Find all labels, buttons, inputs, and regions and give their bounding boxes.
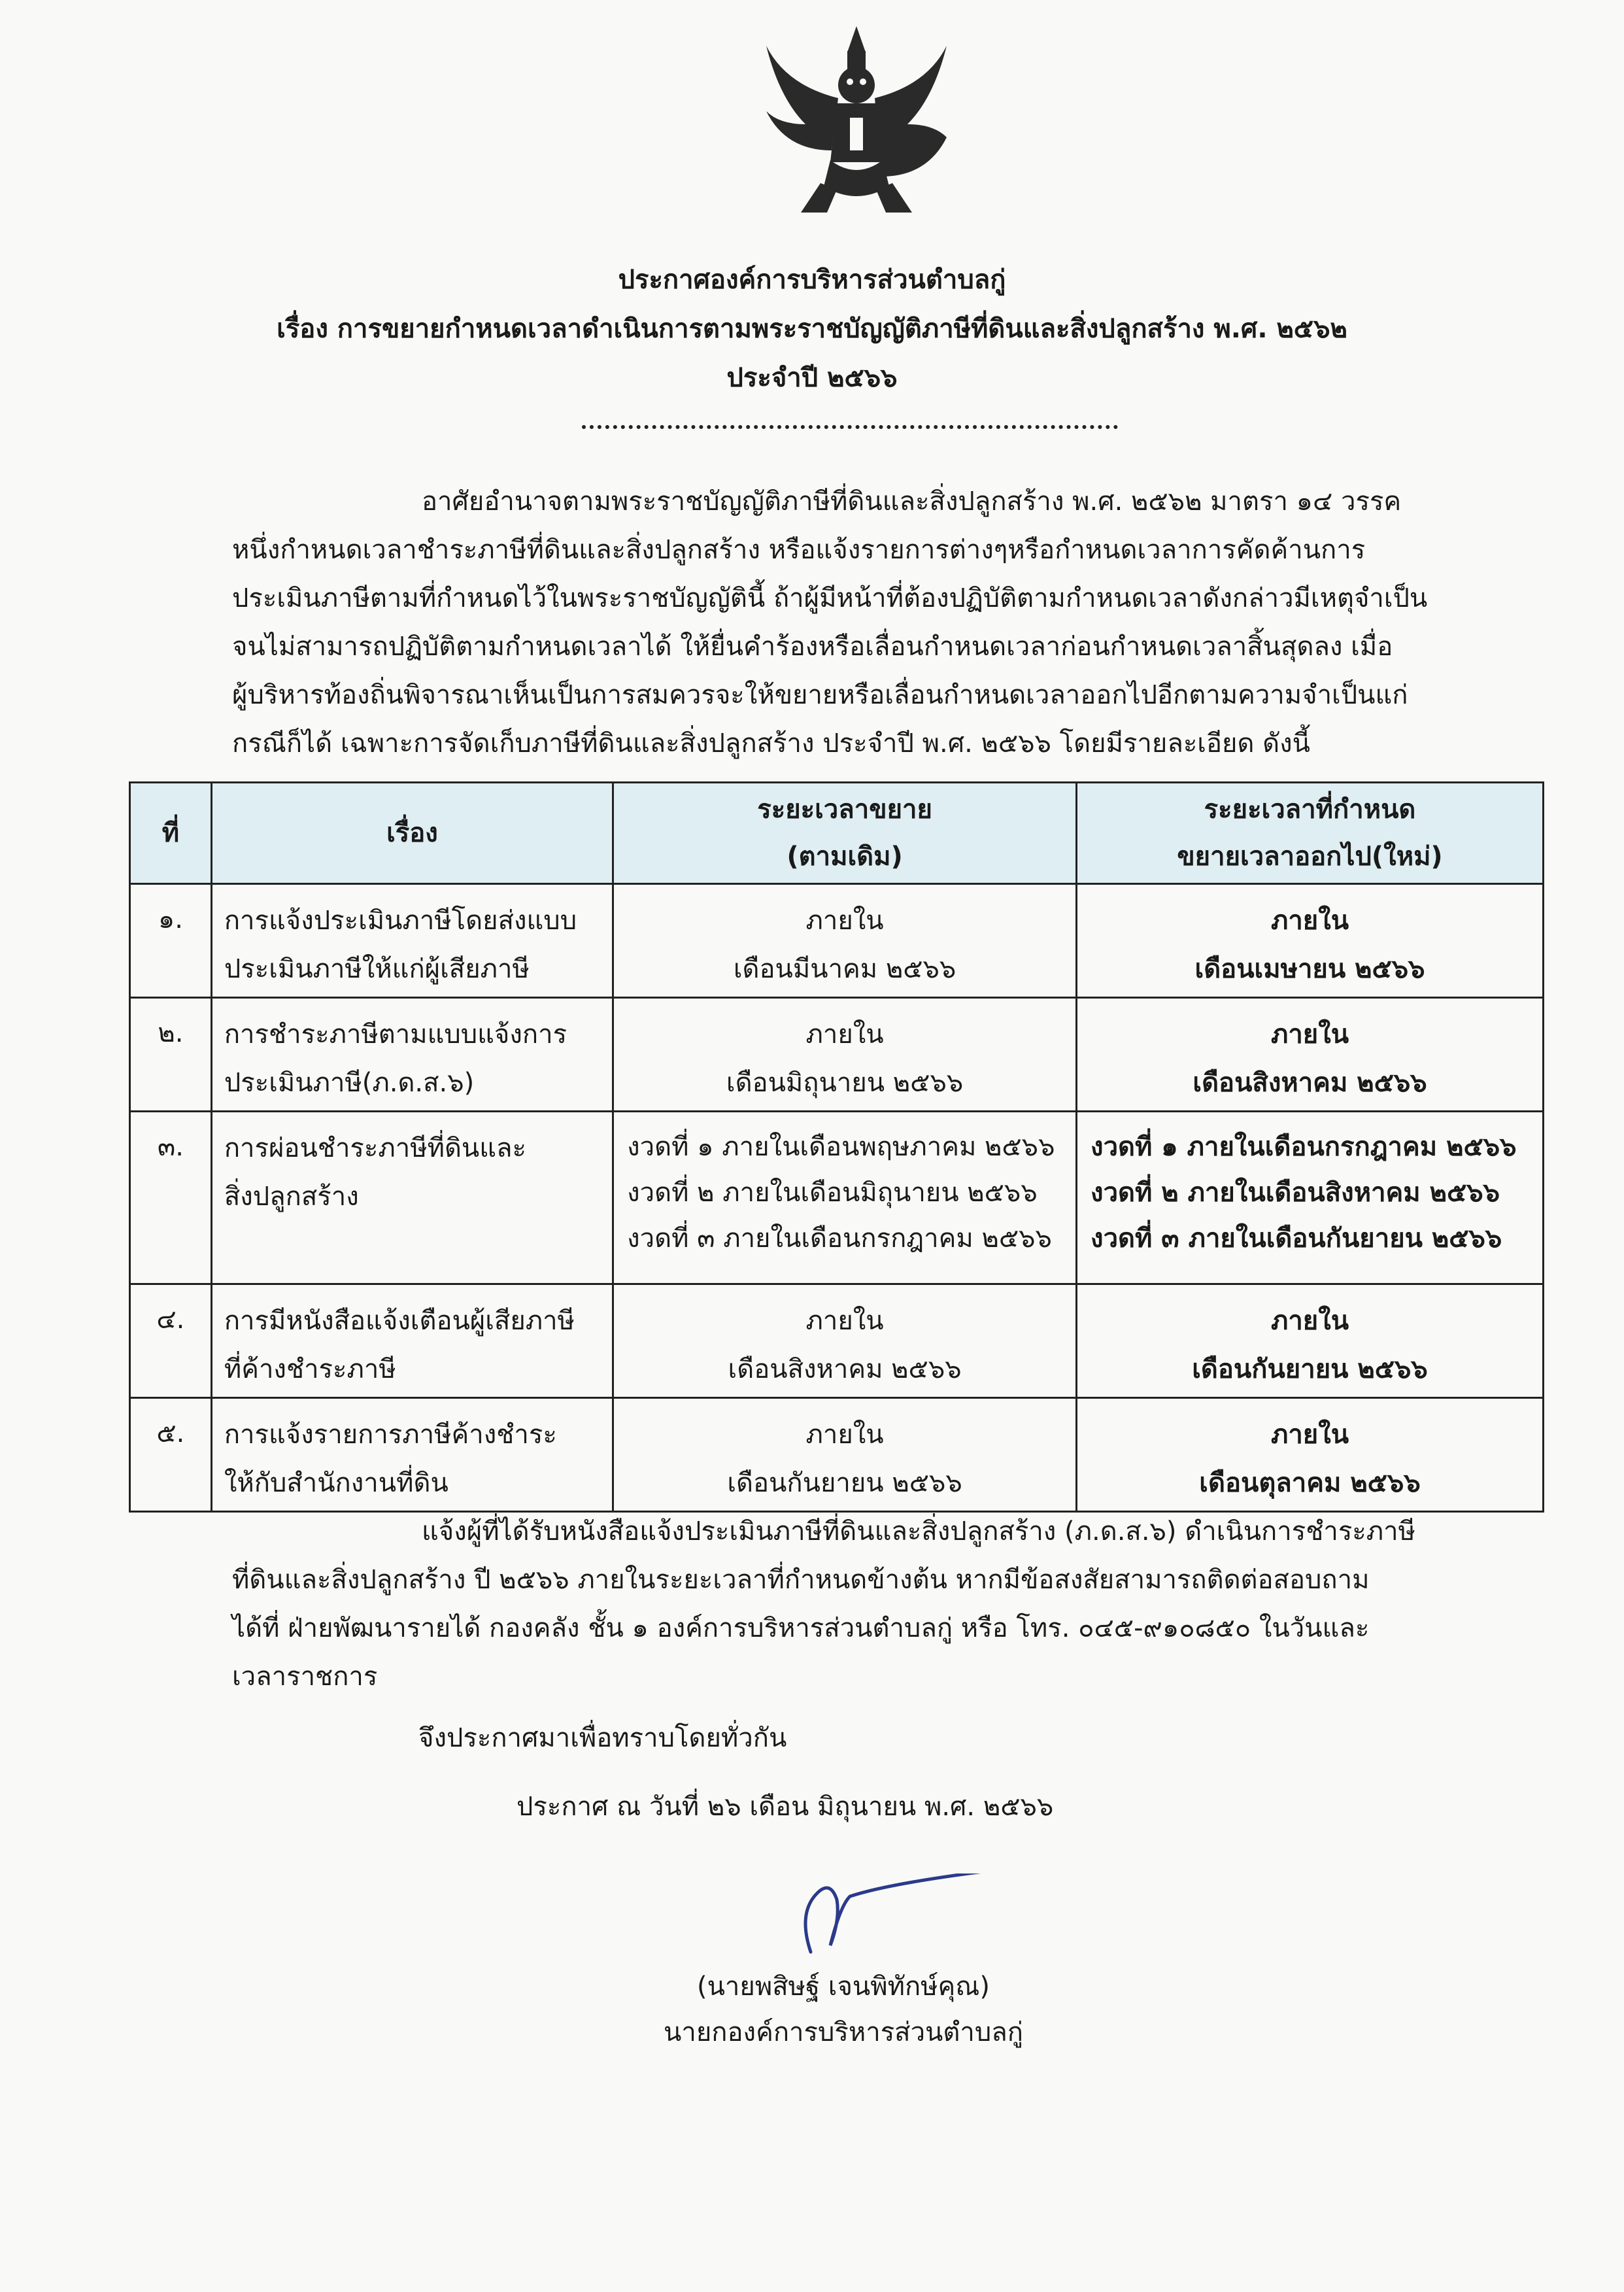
period-line: ภายใน [805,906,884,936]
table-row [130,1398,1544,1512]
row-topic-line: ประเมินภาษี(ภ.ด.ส.๖) [224,1068,475,1098]
row-topic-line: การแจ้งรายการภาษีค้างชำระ [224,1420,557,1450]
notice-paragraph [232,1507,1474,1701]
period-line: เดือนกันยายน ๒๕๖๖ [727,1468,962,1498]
period-line: เดือนสิงหาคม ๒๕๖๖ [728,1354,962,1384]
row-new-period [1077,884,1544,998]
col-header-original-line2: (ตามเดิม) [787,842,903,872]
signatory-position: นายกองค์การบริหารส่วนตำบลกู่ [664,2017,1023,2047]
installment-line: งวดที่ ๑ ภายในเดือนพฤษภาคม ๒๕๖๖ [627,1132,1055,1162]
row-number: ๕. [130,1398,212,1512]
row-new-period [1077,1284,1544,1398]
period-line: เดือนกันยายน ๒๕๖๖ [1192,1354,1428,1384]
row-original-period [613,1284,1077,1398]
notice-line: ได้ที่ ฝ่ายพัฒนารายได้ กองคลัง ชั้น ๑ องค์การบริหารส่วนตำบลกู่ หรือ โทร. ๐๔๕-๙๑๐๘๕๐ ในวันและ [232,1613,1370,1643]
notice-line: เวลาราชการ [232,1662,378,1692]
intro-line: หนึ่งกำหนดเวลาชำระภาษีที่ดินและสิ่งปลูกสร้าง หรือแจ้งรายการต่างๆหรือกำหนดเวลาการคัดค้านการ [232,535,1366,565]
row-number: ๑. [130,884,212,998]
row-new-period [1077,998,1544,1112]
col-header-new-line2: ขยายเวลาออกไป(ใหม่) [1177,842,1443,872]
row-topic-line: การแจ้งประเมินภาษีโดยส่งแบบ [224,906,577,936]
period-line: เดือนตุลาคม ๒๕๖๖ [1199,1468,1421,1498]
intro-line: ผู้บริหารท้องถิ่นพิจารณาเห็นเป็นการสมควรจะให้ขยายหรือเลื่อนกำหนดเวลาออกไปอีกตามความจำเป็นแก่ [232,680,1408,710]
row-topic [211,884,613,998]
row-topic-line: ที่ค้างชำระภาษี [224,1354,396,1384]
garuda-emblem [752,26,961,222]
period-line: ภายใน [1270,1306,1349,1336]
row-topic-line: ให้กับสำนักงานที่ดิน [224,1468,448,1498]
table-row [130,1284,1544,1398]
row-original-period [613,998,1077,1112]
schedule-table [129,781,1544,1513]
intro-line: กรณีก็ได้ เฉพาะการจัดเก็บภาษีที่ดินและสิ่งปลูกสร้าง ประจำปี พ.ศ. ๒๕๖๖ โดยมีรายละเอียด ดังนี้ [232,728,1310,759]
intro-paragraph [232,477,1474,768]
period-line: เดือนมิถุนายน ๒๕๖๖ [726,1068,964,1098]
period-line: ภายใน [805,1420,884,1450]
col-header-original-line1: ระยะเวลาขยาย [757,795,932,825]
signatory-name: (นายพสิษฐ์ เจนพิทักษ์คุณ) [696,1972,990,2002]
row-new-period [1077,1398,1544,1512]
row-number: ๒. [130,998,212,1112]
col-header-topic: เรื่อง [211,783,613,884]
intro-line: อาศัยอำนาจตามพระราชบัญญัติภาษีที่ดินและสิ่งปลูกสร้าง พ.ศ. ๒๕๖๒ มาตรา ๑๔ วรรค [422,487,1402,517]
row-original-period [613,1112,1077,1284]
subject-title: เรื่อง การขยายกำหนดเวลาดำเนินการตามพระราชบัญญัติภาษีที่ดินและสิ่งปลูกสร้าง พ.ศ. ๒๕๖๒ [277,314,1347,344]
period-line: ภายใน [1270,1019,1349,1050]
table-row [130,998,1544,1112]
announcement-date: ประกาศ ณ วันที่ ๒๖ เดือน มิถุนายน พ.ศ. ๒๕๖๖ [516,1792,1054,1822]
row-topic-line: การชำระภาษีตามแบบแจ้งการ [224,1019,567,1050]
installment-line: งวดที่ ๒ ภายในเดือนมิถุนายน ๒๕๖๖ [627,1178,1038,1208]
row-topic-line: ประเมินภาษีให้แก่ผู้เสียภาษี [224,954,530,984]
row-number: ๔. [130,1284,212,1398]
row-topic-line: การมีหนังสือแจ้งเตือนผู้เสียภาษี [224,1306,575,1336]
period-line: ภายใน [1270,1420,1349,1450]
row-original-period [613,884,1077,998]
intro-line: จนไม่สามารถปฏิบัติตามกำหนดเวลาได้ ให้ยื่นคำร้องหรือเลื่อนกำหนดเวลาก่อนกำหนดเวลาสิ้นสุดลง เมื่อ [232,632,1393,662]
col-header-no: ที่ [130,783,212,884]
col-header-original [613,783,1077,884]
row-number: ๓. [130,1112,212,1284]
row-topic-line: การผ่อนชำระภาษีที่ดินและ [224,1133,527,1163]
installment-line: งวดที่ ๒ ภายในเดือนสิงหาคม ๒๕๖๖ [1091,1178,1500,1208]
org-title: ประกาศองค์การบริหารส่วนตำบลกู่ [618,265,1006,295]
installment-line: งวดที่ ๓ ภายในเดือนกรกฎาคม ๒๕๖๖ [627,1223,1052,1254]
year-title: ประจำปี ๒๕๖๖ [726,363,898,393]
row-topic [211,1284,613,1398]
intro-line: ประเมินภาษีตามที่กำหนดไว้ในพระราชบัญญัตินี้ ถ้าผู้มีหน้าที่ต้องปฏิบัติตามกำหนดเวลาดังกล่าวมีเหตุจำเป็น [232,583,1428,613]
row-topic [211,1398,613,1512]
notice-line: แจ้งผู้ที่ได้รับหนังสือแจ้งประเมินภาษีที่ดินและสิ่งปลูกสร้าง (ภ.ด.ส.๖) ดำเนินการชำระภาษี [422,1516,1415,1547]
period-line: เดือนเมษายน ๒๕๖๖ [1194,954,1425,984]
period-line: ภายใน [1270,906,1349,936]
col-header-new-line1: ระยะเวลาที่กำหนด [1204,795,1416,825]
period-line: ภายใน [805,1019,884,1050]
period-line: ภายใน [805,1306,884,1336]
table-header-row [130,783,1544,884]
notice-line: ที่ดินและสิ่งปลูกสร้าง ปี ๒๕๖๖ ภายในระยะเวลาที่กำหนดข้างต้น หากมีข้อสงสัยสามารถติดต่อสอบถาม [232,1565,1370,1595]
period-line: เดือนสิงหาคม ๒๕๖๖ [1193,1068,1427,1098]
table-row [130,1112,1544,1284]
row-original-period [613,1398,1077,1512]
row-topic-line: สิ่งปลูกสร้าง [224,1182,359,1212]
col-header-new [1077,783,1544,884]
table-row [130,884,1544,998]
installment-line: งวดที่ ๑ ภายในเดือนกรกฎาคม ๒๕๖๖ [1091,1132,1517,1162]
period-line: เดือนมีนาคม ๒๕๖๖ [733,954,956,984]
row-topic [211,998,613,1112]
row-topic [211,1112,613,1284]
dotted-separator [582,425,1118,429]
closing-statement: จึงประกาศมาเพื่อทราบโดยทั่วกัน [418,1723,787,1753]
signature [785,1873,1033,1972]
row-new-period [1077,1112,1544,1284]
installment-line: งวดที่ ๓ ภายในเดือนกันยายน ๒๕๖๖ [1091,1223,1502,1254]
